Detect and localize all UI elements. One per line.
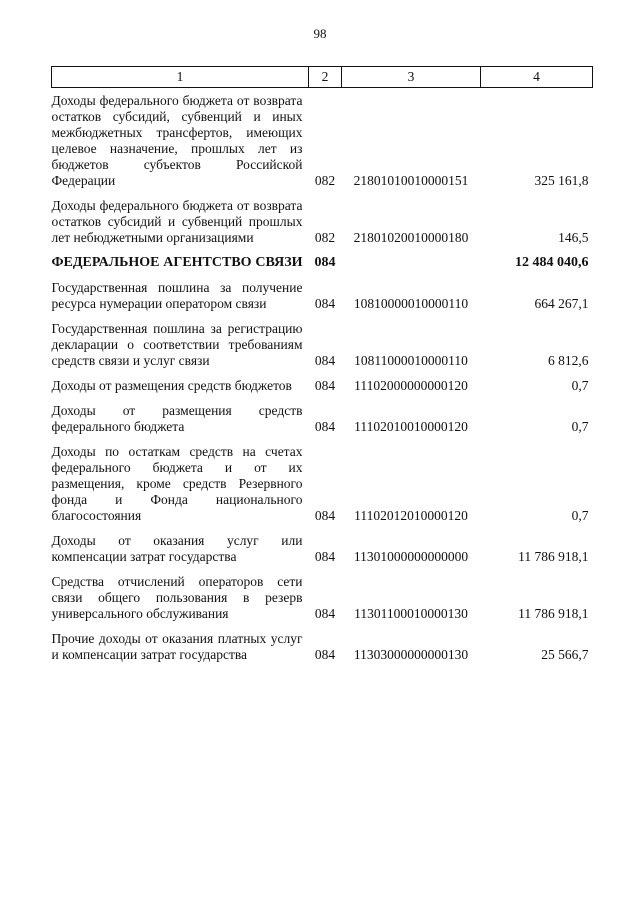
row-name: Средства отчислений операторов сети связи общего пользования в резерв универсального обслуживания [51,574,303,621]
header-col-4: 4 [481,67,593,88]
row-kbk-code: 11102012010000120 [354,508,468,523]
row-kbk-code: 11303000000000130 [353,647,469,662]
row-name: Доходы по остаткам средств на счетах федерального бюджета и от их размещения, кроме средств Резервного фонда и Фонда национального благосостояния [51,444,303,523]
row-admin-code: 084 [314,296,336,311]
row-kbk-code [342,250,481,275]
table-body [52,88,593,668]
budget-revenue-table [51,66,593,667]
row-kbk-code: 10810000010000110 [353,296,469,311]
row-amount: 12 484 040,6 [515,255,589,270]
row-name: Доходы федерального бюджета от возврата остатков субсидий, субвенций и иных межбюджетных трансфертов, имеющих целевое назначение, прошлых лет из бюджетов субъектов Российской Федерации [51,93,303,188]
row-admin-code: 084 [314,508,336,523]
table-row [52,528,593,569]
table-header-row [52,67,593,88]
table-row [52,398,593,439]
row-admin-code: 084 [314,419,336,434]
row-admin-code: 084 [314,549,336,564]
table-row [52,193,593,250]
table-row [52,316,593,373]
table-row [52,569,593,626]
table-row [52,373,593,398]
row-amount: 11 786 918,1 [518,606,589,621]
row-name: Прочие доходы от оказания платных услуг и компенсации затрат государства [51,631,303,662]
header-col-2: 2 [309,67,342,88]
row-amount: 146,5 [558,230,589,245]
row-admin-code: 084 [314,647,336,662]
row-amount: 0,7 [571,508,589,523]
row-name: Государственная пошлина за получение ресурса нумерации оператором связи [51,280,303,311]
row-kbk-code: 11102000000000120 [354,378,468,393]
row-kbk-code: 11301000000000000 [353,549,469,564]
row-kbk-code: 11301100010000130 [354,606,468,621]
row-admin-code: 084 [314,353,336,368]
page-number: 98 [313,26,327,41]
table-row [52,250,593,275]
table-row [52,275,593,316]
row-admin-code: 084 [314,606,336,621]
header-col-1: 1 [52,67,309,88]
row-amount: 25 566,7 [541,647,589,662]
row-admin-code: 084 [314,255,336,270]
row-name: Доходы федерального бюджета от возврата остатков субсидий и субвенций прошлых лет небюджетными организациями [51,198,303,245]
row-amount: 0,7 [571,419,589,434]
row-amount: 0,7 [571,378,589,393]
header-col-3: 3 [342,67,481,88]
row-kbk-code: 21801020010000180 [353,230,469,245]
row-kbk-code: 11102010010000120 [354,419,468,434]
row-admin-code: 082 [314,230,336,245]
row-amount: 664 267,1 [534,296,589,311]
row-name: ФЕДЕРАЛЬНОЕ АГЕНТСТВО СВЯЗИ [51,255,303,270]
row-amount: 6 812,6 [548,353,589,368]
row-kbk-code: 10811000010000110 [354,353,468,368]
row-name: Доходы от размещения средств федерального бюджета [51,403,303,434]
table-row [52,626,593,667]
row-amount: 11 786 918,1 [518,549,589,564]
row-admin-code: 082 [314,173,336,188]
table-row [52,439,593,528]
row-name: Доходы от размещения средств бюджетов [51,378,292,393]
row-name: Доходы от оказания услуг или компенсации затрат государства [51,533,303,564]
row-name: Государственная пошлина за регистрацию декларации о соответствии требованиям средств связи и услуг связи [51,321,303,368]
table-row [52,88,593,194]
row-admin-code: 084 [314,378,336,393]
row-amount: 325 161,8 [534,173,589,188]
row-kbk-code: 21801010010000151 [353,173,469,188]
